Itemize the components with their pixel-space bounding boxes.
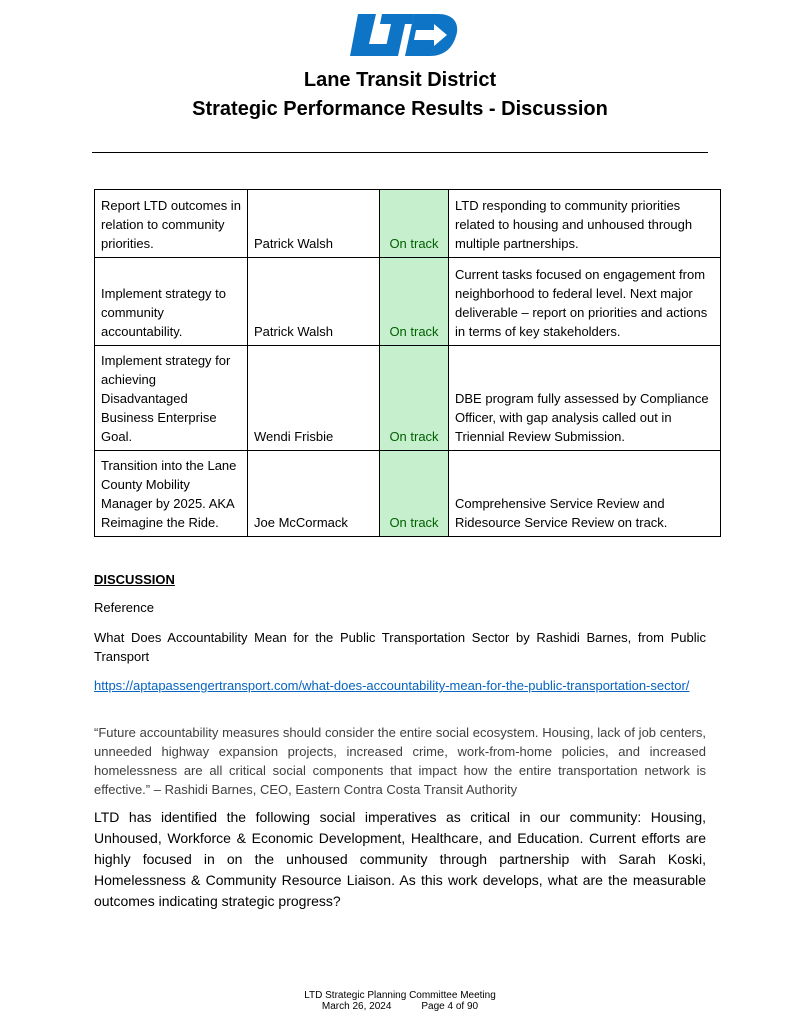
quote-text: “Future accountability measures should consider the entire social ecosystem. Housing, lack of job centers, unneeded highway expansion projects, increased crime, work-from-home policies, and increased homelessness are all critical social components that impact how the entire transportation network is effective.” – Rashidi Barnes, CEO, Eastern Contra Costa Transit Authority [94,725,706,797]
discussion-heading: DISCUSSION [94,572,175,587]
discussion-paragraph: LTD has identified the following social imperatives as critical in our community: Housing, Unhoused, Workforce & Economic Development, Healthcare, and Education. Current efforts are highly focused in on the unhoused community through partnership with Sarah Koski, Homelessness & Community Resource Liaison. As this work develops, what are the measurable outcomes indicating strategic progress? [94,809,706,909]
notes-cell: Current tasks focused on engagement from neighborhood to federal level. Next major deliverable – report on priorities and actions in terms of key stakeholders. [449,258,721,346]
table-row [95,346,721,451]
title-line-1: Lane Transit District [303,69,497,91]
owner-cell: Joe McCormack [248,451,380,537]
title-line-2: Strategic Performance Results - Discussion [192,98,608,120]
footer-page-number: Page 4 of 90 [421,1001,479,1012]
performance-table [94,189,721,537]
goal-cell: Transition into the Lane County Mobility Manager by 2025. AKA Reimagine the Ride. [95,451,248,537]
goal-cell: Report LTD outcomes in relation to community priorities. [95,190,248,258]
table-row [95,190,721,258]
notes-cell: LTD responding to community priorities related to housing and unhoused through multiple partnerships. [449,190,721,258]
status-cell: On track [380,451,449,537]
page-title [0,66,800,124]
ltd-logo [350,14,458,56]
status-cell: On track [380,346,449,451]
table-row [95,258,721,346]
status-cell: On track [380,190,449,258]
footer-date: March 26, 2024 [321,1001,392,1012]
notes-cell: Comprehensive Service Review and Ridesource Service Review on track. [449,451,721,537]
owner-cell: Patrick Walsh [248,258,380,346]
owner-cell: Patrick Walsh [248,190,380,258]
article-link[interactable]: https://aptapassengertransport.com/what-does-accountability-mean-for-the-public-transportation-sector/ [94,678,690,693]
goal-cell: Implement strategy for achieving Disadvantaged Business Enterprise Goal. [95,346,248,451]
footer-meeting: LTD Strategic Planning Committee Meeting [304,990,496,1001]
page-footer [0,990,800,1012]
notes-cell: DBE program fully assessed by Compliance Officer, with gap analysis called out in Triennial Review Submission. [449,346,721,451]
reference-label: Reference [94,600,154,615]
divider [92,152,708,153]
status-cell: On track [380,258,449,346]
table-row [95,451,721,537]
article-citation: What Does Accountability Mean for the Public Transportation Sector by Rashidi Barnes, from Public Transport [94,630,706,664]
owner-cell: Wendi Frisbie [248,346,380,451]
goal-cell: Implement strategy to community accountability. [95,258,248,346]
